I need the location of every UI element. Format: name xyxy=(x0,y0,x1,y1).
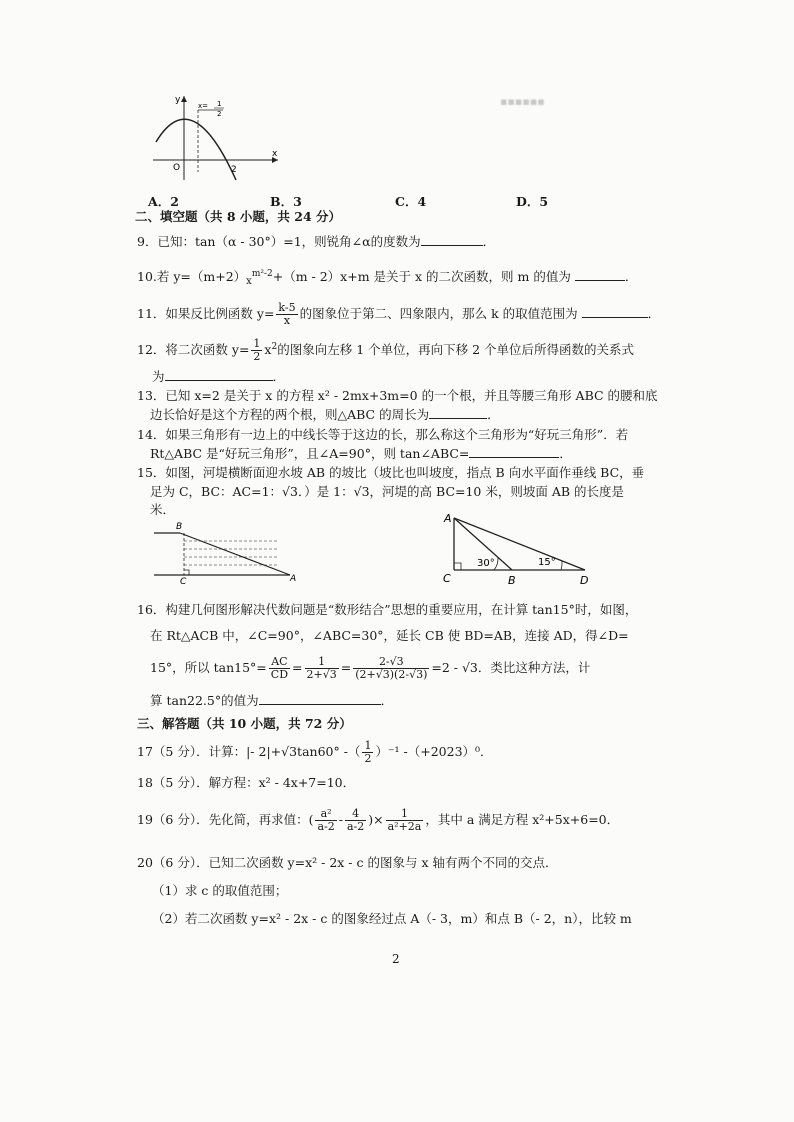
question-13: 13．已知 x=2 是关于 x 的方程 x² - 2mx+3m=0 的一个根，并且等腰三角形 ABC 的腰和底 xyxy=(137,388,658,403)
axis-frac-num: 1 xyxy=(217,100,222,108)
question-19: 19（6 分）．先化简，再求值：( $\frac{\text{a²}}{a-2}$ - $\frac{4}{a-2}$ )× $\frac{1}{\text{a²+2a}}$ ，其中 a 满足方程 x²+5x+6=0． xyxy=(137,807,620,833)
origin-label: O xyxy=(173,163,181,173)
y-axis-label: y xyxy=(175,95,181,105)
bleed-through: ▪▪▪▪▪▪ xyxy=(500,95,545,108)
question-20-part2: （2）若二次函数 y=x² - 2x - c 的图象经过点 A（- 3，m）和点 B（- 2，n），比较 m xyxy=(152,911,632,926)
section-3-title: 三、解答题（共 10 小题，共 72 分） xyxy=(137,716,352,731)
question-17: 17（5 分）．计算：|- 2|+√3tan60° -（ $\frac{1}{2}$ ）⁻¹ -（+2023）⁰． xyxy=(137,739,493,765)
question-14: 14．如果三角形有一边上的中线长等于这边的长，那么称这个三角形为“好玩三角形”．若 xyxy=(137,427,629,442)
question-15: 15．如图，河堤横断面迎水坡 AB 的坡比（坡比也叫坡度，指点 B 向水平面作垂线 BC，垂 xyxy=(137,465,645,480)
question-12: 12．将二次函数 y= $\frac{1}{2}$ $x^2$的图象向左移 1 个单位，再向下移 2 个单位后所得函数的关系式 xyxy=(137,337,635,363)
question-9: 9．已知：tan（α - 30°）=1，则锐角∠α的度数为 ． xyxy=(137,234,496,249)
question-20-part1: （1）求 c 的取值范围； xyxy=(152,883,288,898)
question-15-line3: 米． xyxy=(150,502,176,517)
tick-label: 2 xyxy=(231,165,237,175)
question-16-line2: 在 Rt△ACB 中，∠C=90°，∠ABC=30°，延长 CB 使 BD=AB，连接 AD，得∠D= xyxy=(150,628,629,643)
label-a: A xyxy=(444,512,452,525)
question-15-line2: 足为 C，BC：AC=1：√3．）是 1：√3，河堤的高 BC=10 米，则坡面 AB 的长度是 xyxy=(150,484,625,499)
option-b[interactable]: B．3 xyxy=(270,194,302,209)
label-b: B xyxy=(176,522,183,532)
question-13-line2: 边长恰好是这个方程的两个根，则△ABC 的周长为 ． xyxy=(150,407,500,422)
question-16-line3: 15°，所以 tan15°= $\frac{AC}{CD}$ = $\frac{1}{2+√3}$ = $\frac{2-√3}{(2+√3)(2-√3)}$ =2 - √3．类比这种方法，计 xyxy=(150,655,591,681)
question-12-line2: 为 ． xyxy=(152,369,286,384)
x-axis-label: x xyxy=(272,149,278,159)
figure-15-riverbank xyxy=(150,518,300,586)
label-c: C xyxy=(443,572,451,585)
option-a[interactable]: A．2 xyxy=(148,194,179,209)
question-10: 10.若 $y=(m+2)_x^{m^2-2}+(m - 2)x+m$ 是关于 x 的二次函数，则 m 的值为 ． xyxy=(137,269,638,288)
section-2-title: 二、填空题（共 8 小题，共 24 分） xyxy=(135,209,342,224)
question-16-line4: 算 tan22.5°的值为 ． xyxy=(150,693,394,708)
axis-frac-den: 2 xyxy=(217,110,222,118)
angle-30: 30° xyxy=(477,558,495,569)
option-c[interactable]: C．4 xyxy=(395,194,427,209)
question-20: 20（6 分）．已知二次函数 y=x² - 2x - c 的图象与 x 轴有两个不同的交点． xyxy=(137,855,558,870)
question-18: 18（5 分）．解方程：x² - 4x+7=10． xyxy=(137,775,356,790)
axis-note: x= xyxy=(198,102,209,110)
label-d: D xyxy=(580,574,589,587)
angle-15: 15° xyxy=(538,557,556,568)
option-d[interactable]: D．5 xyxy=(516,194,549,209)
label-b: B xyxy=(508,574,516,587)
question-16: 16．构建几何图形解决代数问题是“数形结合”思想的重要应用，在计算 tan15°时，如图， xyxy=(137,602,638,617)
page-number: 2 xyxy=(392,952,400,966)
question-14-line2: Rt△ABC 是“好玩三角形”，且∠A=90°，则 tan∠ABC= ． xyxy=(150,446,572,461)
question-11: 11．如果反比例函数 y= $\frac{k-5}{x}$ 的图象位于第二、四象限内，那么 k 的取值范围为 ． xyxy=(137,301,661,327)
figure-16-triangle xyxy=(440,508,600,588)
label-a: A xyxy=(290,574,297,584)
label-c: C xyxy=(180,577,187,586)
parabola-graph xyxy=(148,92,283,182)
